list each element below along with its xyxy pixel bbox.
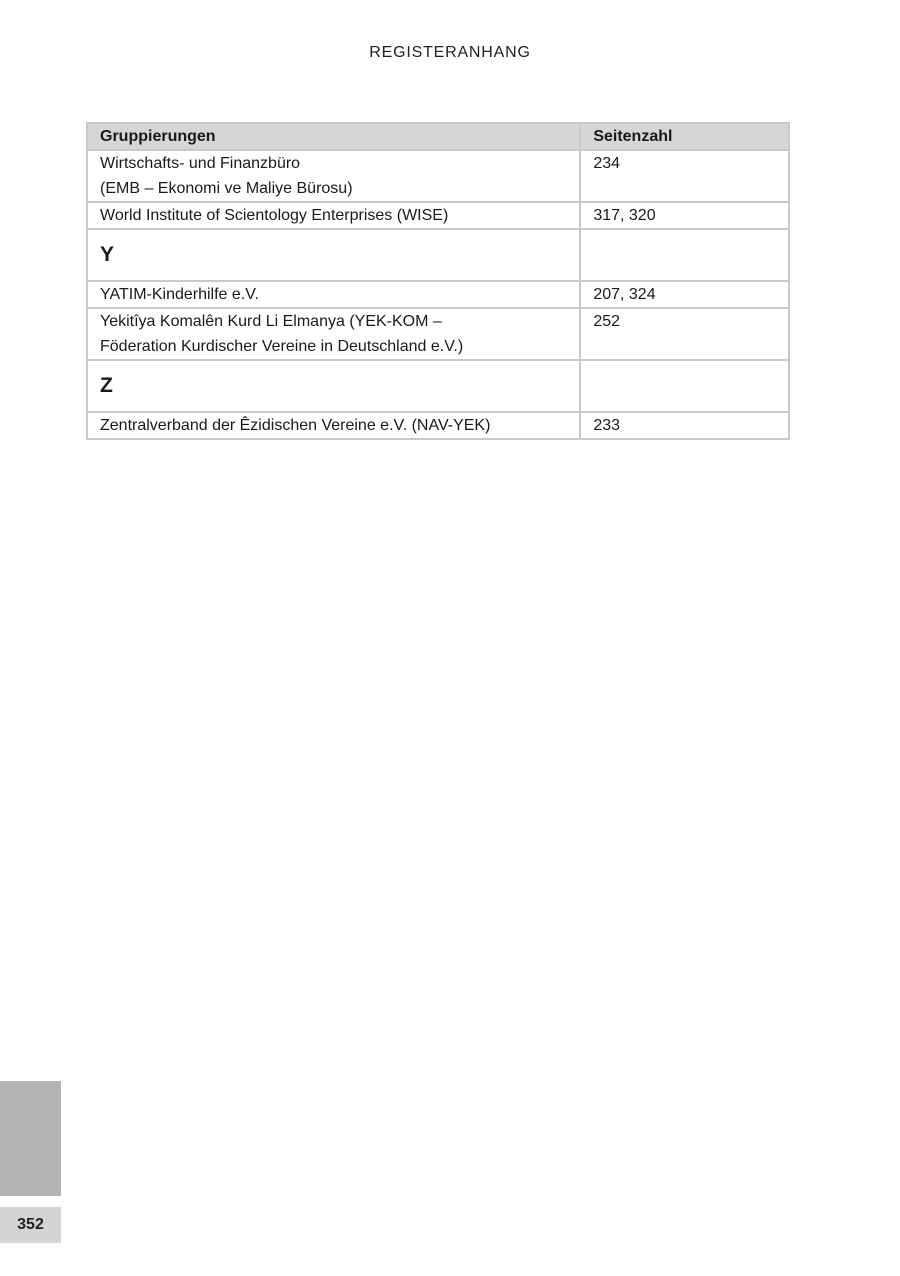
register-table [86,122,790,440]
column-header-groups: Gruppierungen [87,123,580,150]
running-head: REGISTERANHANG [369,44,531,61]
group-name-cell: Zentralverband der Êzidischen Vereine e.V. (NAV-YEK) [87,412,580,439]
section-letter-cell [87,229,580,281]
side-thumb-tab [0,1081,61,1196]
group-name-cell: World Institute of Scientology Enterprises (WISE) [87,202,580,229]
letter-section-row [87,229,789,281]
table-row [87,308,789,360]
table-header-row [87,123,789,150]
section-letter: Y [100,242,115,266]
page-numbers-cell: 252 [580,308,789,360]
empty-cell [580,360,789,412]
table-row [87,202,789,229]
group-name-cell: YATIM-Kinderhilfe e.V. [87,281,580,308]
group-name-cell: Wirtschafts- und Finanzbüro (EMB – Ekonomi ve Maliye Bürosu) [87,150,580,202]
table-row [87,281,789,308]
page-numbers-cell: 234 [580,150,789,202]
section-letter: Z [100,373,113,397]
page-number: 352 [0,1207,61,1243]
page-numbers-cell: 207, 324 [580,281,789,308]
letter-section-row [87,360,789,412]
page-numbers-cell: 317, 320 [580,202,789,229]
table-row [87,412,789,439]
empty-cell [580,229,789,281]
page-numbers-cell: 233 [580,412,789,439]
section-letter-cell [87,360,580,412]
column-header-pages: Seitenzahl [580,123,789,150]
group-name-cell: Yekitîya Komalên Kurd Li Elmanya (YEK-KOM – Föderation Kurdischer Vereine in Deutschland e.V.) [87,308,580,360]
table-row [87,150,789,202]
